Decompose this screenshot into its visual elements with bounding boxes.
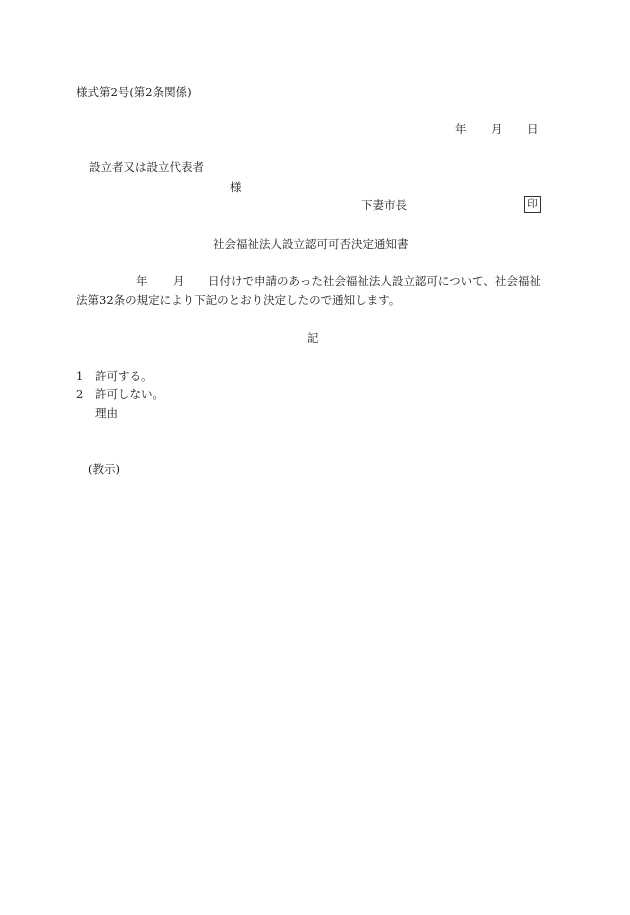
date-year-label: 年	[455, 122, 467, 136]
item-2-text: 許可しない。	[95, 387, 164, 401]
item-1-number: 1	[76, 369, 84, 383]
form-number: 様式第2号(第2条関係)	[76, 85, 192, 99]
recipient-honorific: 様	[230, 180, 242, 194]
notice-label: (教示)	[88, 462, 120, 476]
body-line1-rest: 日付けで申請のあった社会福祉法人設立認可について、社会福祉	[208, 274, 541, 288]
date-day-label: 日	[527, 122, 539, 136]
reason-label: 理由	[95, 406, 118, 420]
document-title: 社会福祉法人設立認可可否決定通知書	[213, 237, 409, 251]
item-1-text: 許可する。	[95, 369, 153, 383]
body-line2: 法第32条の規定により下記のとおり決定したので通知します。	[76, 293, 401, 307]
sender-name: 下妻市長	[361, 198, 407, 212]
recipient-line: 設立者又は設立代表者	[89, 160, 204, 174]
seal-mark: 印	[524, 196, 541, 213]
date-month-label: 月	[491, 122, 503, 136]
ki-heading: 記	[307, 331, 319, 345]
body-month-label: 月	[173, 274, 185, 288]
item-2-number: 2	[76, 387, 84, 401]
body-year-label: 年	[136, 274, 148, 288]
